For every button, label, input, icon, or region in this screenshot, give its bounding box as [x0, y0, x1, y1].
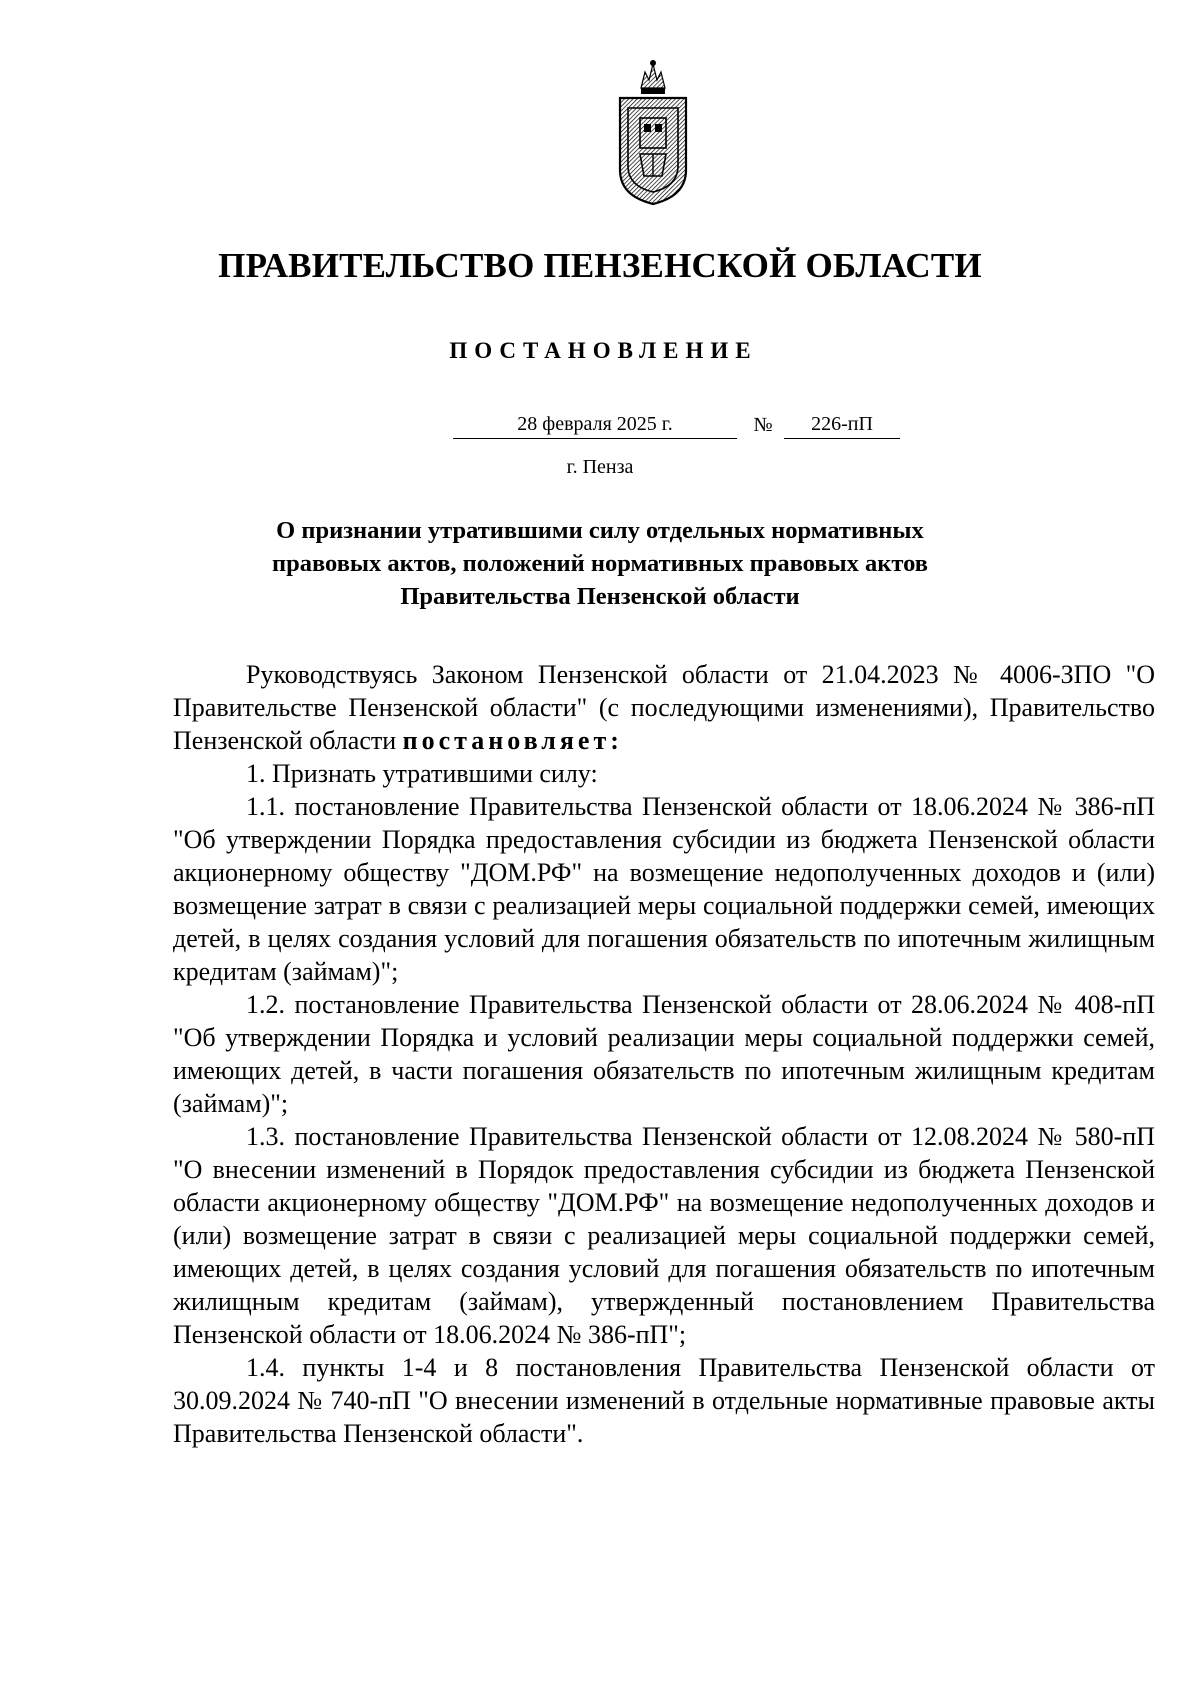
coat-of-arms-emblem	[614, 58, 692, 208]
date-number-row	[0, 410, 1200, 440]
city: г. Пенза	[566, 456, 634, 478]
document-body	[173, 658, 1155, 1450]
item-1-2: 1.2. постановление Правительства Пензенской области от 28.06.2024 № 408-пП "Об утверждении Порядка и условий реализации меры социальной поддержки семей, имеющих детей, в части погашения обязательств по ипотечным жилищным кредитам (займам)";	[173, 990, 1155, 1118]
heading-line-2: правовых актов, положений нормативных правовых актов	[272, 550, 928, 577]
preamble-paragraph	[173, 658, 1155, 757]
document-date: 28 февраля 2025 г.	[453, 410, 737, 439]
item-1-3: 1.3. постановление Правительства Пензенской области от 12.08.2024 № 580-пП "О внесении изменений в Порядок предоставления субсидии из бюджета Пензенской области акционерному обществу "ДОМ.РФ" на возмещение недополученных доходов и (или) возмещение затрат в связи с реализацией меры социальной поддержки семей, имеющих детей, в целях создания условий для погашения обязательств по ипотечным жилищным кредитам (займам), утвержденный постановлением Правительства Пензенской области от 18.06.2024 № 386-пП";	[173, 1122, 1155, 1349]
document-type: ПОСТАНОВЛЕНИЕ	[449, 338, 758, 363]
heading-line-1: О признании утратившими силу отдельных нормативных	[276, 517, 924, 544]
document-heading	[170, 514, 1030, 613]
document-number: 226-пП	[784, 410, 900, 439]
heading-line-3: Правительства Пензенской области	[400, 583, 800, 610]
item-1-1: 1.1. постановление Правительства Пензенской области от 18.06.2024 № 386-пП "Об утверждении Порядка предоставления субсидии из бюджета Пензенской области акционерному обществу "ДОМ.РФ" на возмещение недополученных доходов и (или) возмещение затрат в связи с реализацией меры социальной поддержки семей, имеющих детей, в целях создания условий для погашения обязательств по ипотечным жилищным кредитам (займам)";	[173, 792, 1155, 986]
government-title: ПРАВИТЕЛЬСТВО ПЕНЗЕНСКОЙ ОБЛАСТИ	[218, 246, 982, 285]
preamble-text: Руководствуясь Законом Пензенской области от 21.04.2023 № 4006-ЗПО "О Правительстве Пензенской области" (с последующими изменениями), Правительство Пензенской области	[173, 660, 1155, 755]
resolve-word: постановляет:	[402, 726, 623, 755]
item-1-4: 1.4. пункты 1-4 и 8 постановления Правительства Пензенской области от 30.09.2024 № 740-пП "О внесении изменений в отдельные нормативные правовые акты Правительства Пензенской области".	[173, 1353, 1155, 1448]
number-sign: №	[753, 414, 773, 436]
item-1: 1. Признать утратившими силу:	[246, 759, 598, 788]
